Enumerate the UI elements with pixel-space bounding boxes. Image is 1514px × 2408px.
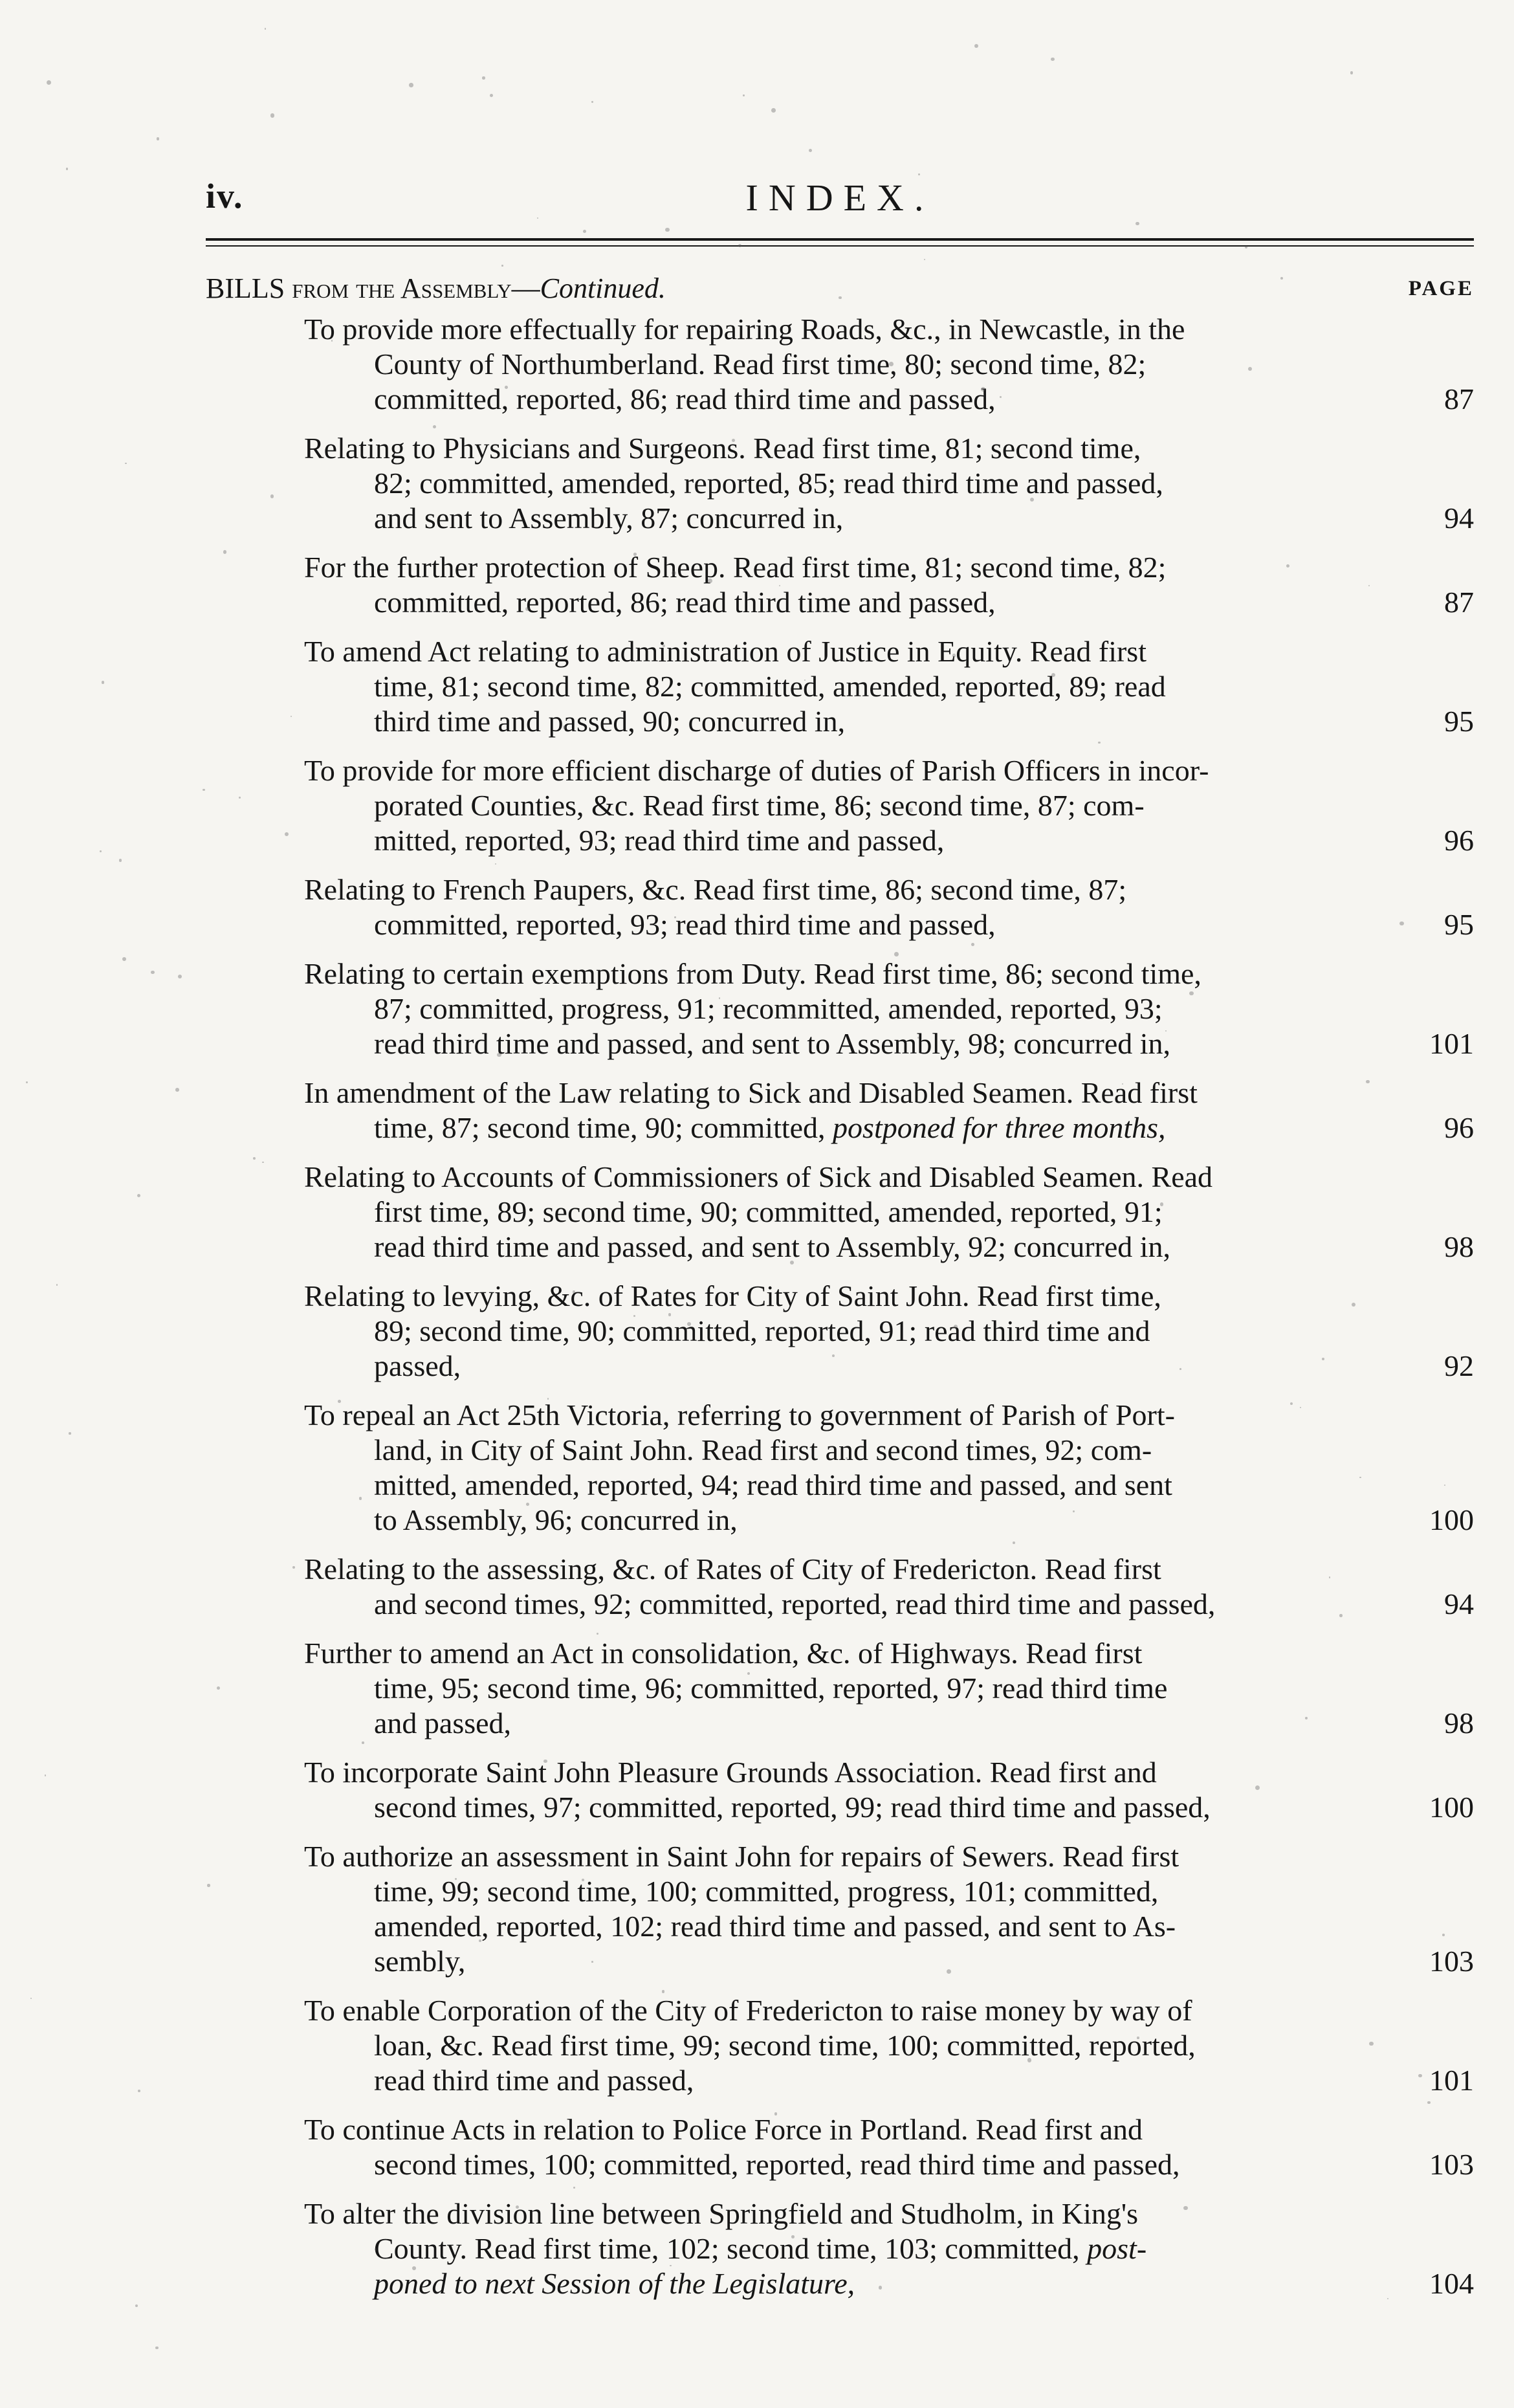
paper-speck — [591, 101, 593, 103]
paper-speck — [573, 1290, 575, 1293]
paper-speck — [1255, 1785, 1260, 1790]
entry-text — [304, 1398, 1372, 1538]
index-entry — [206, 1279, 1474, 1384]
entry-line-text: time, 87; second time, 90; committed, — [374, 1111, 833, 1144]
entry-line — [304, 1790, 1372, 1825]
entry-line-text: committed, reported, 86; read third time and passed, — [374, 382, 996, 415]
entry-line — [304, 1349, 1372, 1384]
paper-speck — [909, 808, 914, 812]
page-reference: 94 — [1444, 502, 1474, 535]
paper-speck — [47, 80, 51, 85]
entry-line-text: read third time and passed, — [374, 2064, 694, 2097]
entry-text — [304, 753, 1372, 858]
entry-line — [304, 1433, 1372, 1468]
entry-line — [304, 2147, 1372, 2182]
paper-speck — [1189, 991, 1194, 996]
paper-speck — [119, 859, 122, 861]
paper-speck — [270, 113, 274, 117]
entry-line-text: to Assembly, 96; concurred in, — [374, 1503, 738, 1536]
entry-line — [304, 1398, 1372, 1433]
paper-speck — [582, 1879, 584, 1881]
paper-speck — [747, 1672, 750, 1675]
entry-line — [304, 1755, 1372, 1790]
entry-line-text: committed, reported, 86; read third time and passed, — [374, 586, 996, 619]
paper-speck — [45, 1774, 47, 1776]
entry-line-text: To continue Acts in relation to Police Force in Portland. Read first and — [304, 2113, 1143, 2146]
paper-speck — [69, 1432, 71, 1435]
page-reference: 101 — [1429, 1027, 1474, 1060]
entry-line — [304, 907, 1372, 942]
entry-line — [304, 550, 1372, 585]
entry-line-text: To incorporate Saint John Pleasure Grounds Association. Read first and — [304, 1756, 1157, 1789]
index-entry — [206, 872, 1474, 942]
paper-speck — [1245, 246, 1247, 249]
paper-speck — [501, 265, 503, 267]
paper-speck — [1136, 222, 1139, 226]
entry-line — [304, 872, 1372, 907]
entry-line — [304, 1314, 1372, 1349]
paper-speck — [178, 975, 182, 979]
entry-line-text: Further to amend an Act in consolidation, &c. of Highways. Read first — [304, 1637, 1143, 1670]
entry-text — [304, 312, 1372, 417]
entry-line-text: and second times, 92; committed, reported, read third time and passed, — [374, 1587, 1216, 1620]
paper-speck — [331, 340, 333, 341]
entry-line — [304, 1874, 1372, 1909]
entry-italic-note: poned to next Session of the Legislature, — [374, 2267, 855, 2300]
paper-speck — [1160, 1202, 1164, 1206]
paper-speck — [668, 1313, 671, 1316]
paper-speck — [1444, 1485, 1445, 1486]
paper-speck — [804, 679, 806, 681]
entry-line — [304, 704, 1372, 739]
paper-speck — [771, 108, 776, 113]
entry-text — [304, 1279, 1372, 1384]
entry-line-text: For the further protection of Sheep. Read first time, 81; second time, 82; — [304, 551, 1167, 584]
paper-speck — [536, 846, 540, 850]
paper-speck — [947, 1969, 951, 1974]
entry-line — [304, 1671, 1372, 1706]
entry-line — [304, 1110, 1372, 1145]
entry-line-text: committed, reported, 93; read third time and passed, — [374, 908, 996, 941]
header-rule-thick — [206, 238, 1474, 241]
index-entry — [206, 1552, 1474, 1622]
section-continued: Continued. — [540, 272, 666, 304]
entry-line — [304, 1706, 1372, 1741]
entry-line-text: To repeal an Act 25th Victoria, referring to government of Parish of Port- — [304, 1398, 1175, 1431]
entry-text — [304, 956, 1372, 1061]
paper-speck — [270, 494, 274, 498]
entry-line — [304, 1503, 1372, 1538]
paper-speck — [809, 149, 812, 152]
paper-speck — [285, 832, 289, 836]
entry-line-text: County of Northumberland. Read first time, 80; second time, 82; — [374, 348, 1146, 381]
entry-line — [304, 1230, 1372, 1265]
paper-speck — [157, 137, 159, 140]
entry-line-text: read third time and passed, and sent to Assembly, 92; concurred in, — [374, 1230, 1171, 1263]
entry-line — [304, 1909, 1372, 1944]
paper-speck — [151, 971, 154, 974]
paper-speck — [175, 1088, 179, 1092]
paper-speck — [971, 943, 974, 946]
entry-line-text: sembly, — [374, 1945, 466, 1978]
page-reference: 103 — [1429, 2148, 1474, 2181]
paper-speck — [547, 1398, 549, 1399]
entry-line-text: In amendment of the Law relating to Sick and Disabled Seamen. Read first — [304, 1076, 1198, 1109]
paper-speck — [26, 1081, 28, 1083]
entry-text — [304, 431, 1372, 536]
paper-speck — [1322, 1358, 1324, 1360]
entry-line — [304, 956, 1372, 991]
entry-line — [304, 2231, 1372, 2266]
page-reference: 100 — [1429, 1503, 1474, 1536]
entry-line — [304, 634, 1372, 669]
entry-text — [304, 1636, 1372, 1741]
paper-speck — [207, 1884, 210, 1886]
paper-speck — [918, 173, 921, 176]
entry-line-text: Relating to Accounts of Commissioners of Sick and Disabled Seamen. Read — [304, 1160, 1213, 1193]
paper-speck — [505, 386, 508, 389]
index-entry — [206, 1755, 1474, 1825]
paper-speck — [791, 2235, 795, 2238]
paper-speck — [687, 1322, 691, 1326]
paper-speck — [138, 2090, 140, 2092]
page-reference: 95 — [1444, 705, 1474, 738]
entry-line — [304, 2063, 1372, 2098]
page-title: INDEX. — [745, 177, 934, 219]
entry-line — [304, 991, 1372, 1026]
index-entry — [206, 1076, 1474, 1145]
entry-text — [304, 2196, 1372, 2301]
page-reference: 98 — [1444, 1230, 1474, 1263]
paper-speck — [665, 228, 669, 232]
index-entry — [206, 753, 1474, 858]
paper-speck — [393, 1136, 395, 1138]
paper-speck — [525, 607, 529, 611]
entry-line-text: 89; second time, 90; committed, reported, 91; read third time and — [374, 1314, 1150, 1347]
paper-speck — [1137, 2037, 1139, 2038]
entry-line — [304, 501, 1372, 536]
entry-line-text: Relating to French Paupers, &c. Read first time, 86; second time, 87; — [304, 873, 1127, 906]
entry-line — [304, 1076, 1372, 1110]
paper-speck — [378, 1248, 380, 1251]
paper-speck — [125, 463, 126, 464]
entry-line — [304, 1587, 1372, 1622]
entry-line — [304, 585, 1372, 620]
page-reference: 96 — [1444, 824, 1474, 857]
entry-line — [304, 1279, 1372, 1314]
paper-speck — [573, 2187, 575, 2189]
paper-speck — [490, 94, 494, 98]
paper-speck — [924, 259, 925, 260]
index-entry — [206, 550, 1474, 620]
entry-line-text: To authorize an assessment in Saint John for repairs of Sewers. Read first — [304, 1840, 1179, 1873]
paper-speck — [952, 654, 956, 657]
entry-line — [304, 382, 1372, 417]
entry-line-text: read third time and passed, and sent to Assembly, 98; concurred in, — [374, 1027, 1171, 1060]
entry-line-text: To provide for more efficient discharge of duties of Parish Officers in incor- — [304, 754, 1209, 787]
entry-line-text: Relating to certain exemptions from Duty. Read first time, 86; second time, — [304, 957, 1201, 990]
entry-line-text: Relating to levying, &c. of Rates for City of Saint John. Read first time, — [304, 1279, 1161, 1312]
index-entry — [206, 2196, 1474, 2301]
paper-speck — [597, 1633, 598, 1635]
index-entry — [206, 1160, 1474, 1265]
page-numeral: iv. — [206, 177, 244, 215]
paper-speck — [1027, 2058, 1032, 2062]
paper-speck — [732, 439, 735, 442]
entry-line — [304, 2196, 1372, 2231]
page-reference: 92 — [1444, 1349, 1474, 1382]
entry-line — [304, 466, 1372, 501]
entry-line — [304, 1552, 1372, 1587]
paper-speck — [583, 230, 586, 233]
paper-speck — [889, 362, 894, 366]
entry-line — [304, 312, 1372, 347]
index-entry — [206, 1993, 1474, 2098]
entry-line — [304, 1160, 1372, 1195]
paper-speck — [1339, 1614, 1342, 1617]
entry-line — [304, 1839, 1372, 1874]
page-column-label: PAGE — [1408, 277, 1474, 300]
page-reference: 104 — [1429, 2267, 1474, 2300]
entry-text — [304, 1755, 1372, 1825]
entry-line-text: time, 95; second time, 96; committed, reported, 97; read third time — [374, 1672, 1168, 1705]
entry-line — [304, 431, 1372, 466]
index-entry-list — [206, 312, 1474, 2315]
entry-line — [304, 1195, 1372, 1230]
paper-speck — [1098, 742, 1100, 744]
paper-speck — [974, 44, 978, 48]
page-reference: 100 — [1429, 1791, 1474, 1824]
paper-speck — [223, 550, 226, 553]
paper-speck — [674, 916, 675, 918]
paper-speck — [1350, 71, 1354, 74]
paper-speck — [362, 1741, 364, 1744]
page-reference: 87 — [1444, 382, 1474, 415]
page-header — [206, 176, 1474, 228]
section-label: BILLS from the Assembly— — [206, 272, 540, 304]
entry-line — [304, 347, 1372, 382]
entry-line-text: To provide more effectually for repairing Roads, &c., in Newcastle, in the — [304, 313, 1185, 346]
entry-text — [304, 1839, 1372, 1979]
paper-speck — [981, 387, 985, 392]
paper-speck — [100, 850, 102, 852]
paper-speck — [122, 957, 126, 961]
entry-line-text: Relating to Physicians and Surgeons. Read first time, 81; second time, — [304, 432, 1141, 465]
entry-line-text: amended, reported, 102; read third time and passed, and sent to As- — [374, 1910, 1176, 1943]
entry-text — [304, 550, 1372, 620]
paper-speck — [719, 997, 721, 999]
page-reference: 103 — [1429, 1945, 1474, 1978]
paper-speck — [102, 681, 104, 683]
paper-speck — [543, 1760, 547, 1763]
entry-line-text: time, 99; second time, 100; committed, progress, 101; committed, — [374, 1875, 1159, 1908]
index-entry — [206, 1839, 1474, 1979]
entry-line-text: porated Counties, &c. Read first time, 86; second time, 87; com- — [374, 789, 1145, 822]
entry-line-text: mitted, amended, reported, 94; read third time and passed, and sent — [374, 1468, 1172, 1501]
entry-line-text: time, 81; second time, 82; committed, amended, reported, 89; read — [374, 670, 1166, 703]
index-entry — [206, 312, 1474, 417]
paper-speck — [137, 1194, 140, 1197]
entry-italic-note: post- — [1087, 2232, 1147, 2265]
page-reference: 96 — [1444, 1111, 1474, 1144]
paper-speck — [66, 168, 69, 170]
entry-text — [304, 1993, 1372, 2098]
paper-speck — [591, 1961, 593, 1963]
paper-speck — [633, 553, 636, 555]
paper-speck — [708, 579, 712, 582]
paper-speck — [670, 2265, 672, 2267]
entry-line — [304, 669, 1372, 704]
paper-speck — [846, 1457, 848, 1459]
paper-speck — [738, 244, 741, 247]
entry-line-text: second times, 100; committed, reported, read third time and passed, — [374, 2148, 1180, 2181]
entry-line — [304, 1636, 1372, 1671]
paper-speck — [30, 1998, 32, 2000]
index-entry — [206, 2112, 1474, 2182]
entry-line — [304, 1026, 1372, 1061]
entry-line — [304, 2028, 1372, 2063]
paper-speck — [482, 76, 485, 80]
entry-line-text: land, in City of Saint John. Read first and second times, 92; com- — [374, 1433, 1152, 1466]
page-reference: 95 — [1444, 908, 1474, 941]
entry-line — [304, 2112, 1372, 2147]
entry-line-text: 87; committed, progress, 91; recommitted, amended, reported, 93; — [374, 992, 1163, 1025]
entry-text — [304, 634, 1372, 739]
paper-speck — [135, 2304, 138, 2307]
entry-text — [304, 1552, 1372, 1622]
paper-speck — [1300, 1407, 1301, 1408]
index-entry — [206, 956, 1474, 1061]
entry-line — [304, 2266, 1372, 2301]
entry-line — [304, 788, 1372, 823]
paper-speck — [1051, 58, 1054, 61]
header-rule-thin — [206, 245, 1474, 247]
paper-speck — [790, 1261, 794, 1265]
paper-speck — [390, 1856, 393, 1859]
paper-speck — [894, 952, 899, 956]
paper-speck — [203, 789, 204, 791]
entry-line — [304, 823, 1372, 858]
paper-speck — [1366, 1080, 1370, 1084]
entry-line-text: To alter the division line between Springfield and Studholm, in King's — [304, 2197, 1139, 2230]
paper-speck — [1103, 335, 1104, 337]
page-reference: 94 — [1444, 1587, 1474, 1620]
paper-speck — [791, 1013, 796, 1018]
entry-italic-note: postponed for three months, — [833, 1111, 1166, 1144]
entry-line-text: To amend Act relating to administration of Justice in Equity. Read first — [304, 635, 1146, 668]
entry-line — [304, 1993, 1372, 2028]
entry-line-text: 82; committed, amended, reported, 85; read third time and passed, — [374, 467, 1163, 500]
entry-text — [304, 2112, 1372, 2182]
paper-speck — [1427, 2101, 1430, 2104]
paper-speck — [662, 1990, 664, 1993]
index-entry — [206, 634, 1474, 739]
paper-speck — [832, 1354, 835, 1357]
entry-line-text: mitted, reported, 93; read third time and passed, — [374, 824, 945, 857]
entry-line-text: and passed, — [374, 1707, 512, 1740]
entry-line-text: To enable Corporation of the City of Fredericton to raise money by way of — [304, 1994, 1192, 2027]
entry-line-text: third time and passed, 90; concurred in, — [374, 705, 846, 738]
entry-line-text: first time, 89; second time, 90; committed, amended, reported, 91; — [374, 1195, 1163, 1228]
paper-speck — [1418, 2074, 1421, 2077]
entry-line — [304, 1468, 1372, 1503]
paper-speck — [375, 2248, 377, 2250]
entry-line-text: and sent to Assembly, 87; concurred in, — [374, 502, 844, 535]
paper-speck — [563, 725, 566, 729]
paper-speck — [743, 94, 744, 96]
entry-line-text: County. Read first time, 102; second time, 103; committed, — [374, 2232, 1088, 2265]
paper-speck — [1179, 1368, 1181, 1370]
entry-line — [304, 1944, 1372, 1979]
paper-speck — [155, 2347, 158, 2349]
entry-line-text: Relating to the assessing, &c. of Rates of City of Fredericton. Read first — [304, 1552, 1161, 1585]
entry-line-text: second times, 97; committed, reported, 99; read third time and passed, — [374, 1791, 1211, 1824]
index-entry — [206, 1398, 1474, 1538]
page-reference: 87 — [1444, 586, 1474, 619]
section-heading — [206, 272, 1474, 311]
entry-text — [304, 1076, 1372, 1145]
page-reference: 98 — [1444, 1707, 1474, 1740]
entry-line-text: loan, &c. Read first time, 99; second time, 100; committed, reported, — [374, 2029, 1196, 2062]
page-reference: 101 — [1429, 2064, 1474, 2097]
paper-speck — [265, 28, 267, 30]
paper-speck — [497, 1053, 501, 1057]
entry-line — [304, 753, 1372, 788]
entry-text — [304, 1160, 1372, 1265]
index-entry — [206, 1636, 1474, 1741]
index-entry — [206, 431, 1474, 536]
entry-line-text: passed, — [374, 1349, 461, 1382]
paper-speck — [409, 83, 413, 87]
paper-speck — [56, 1284, 58, 1285]
